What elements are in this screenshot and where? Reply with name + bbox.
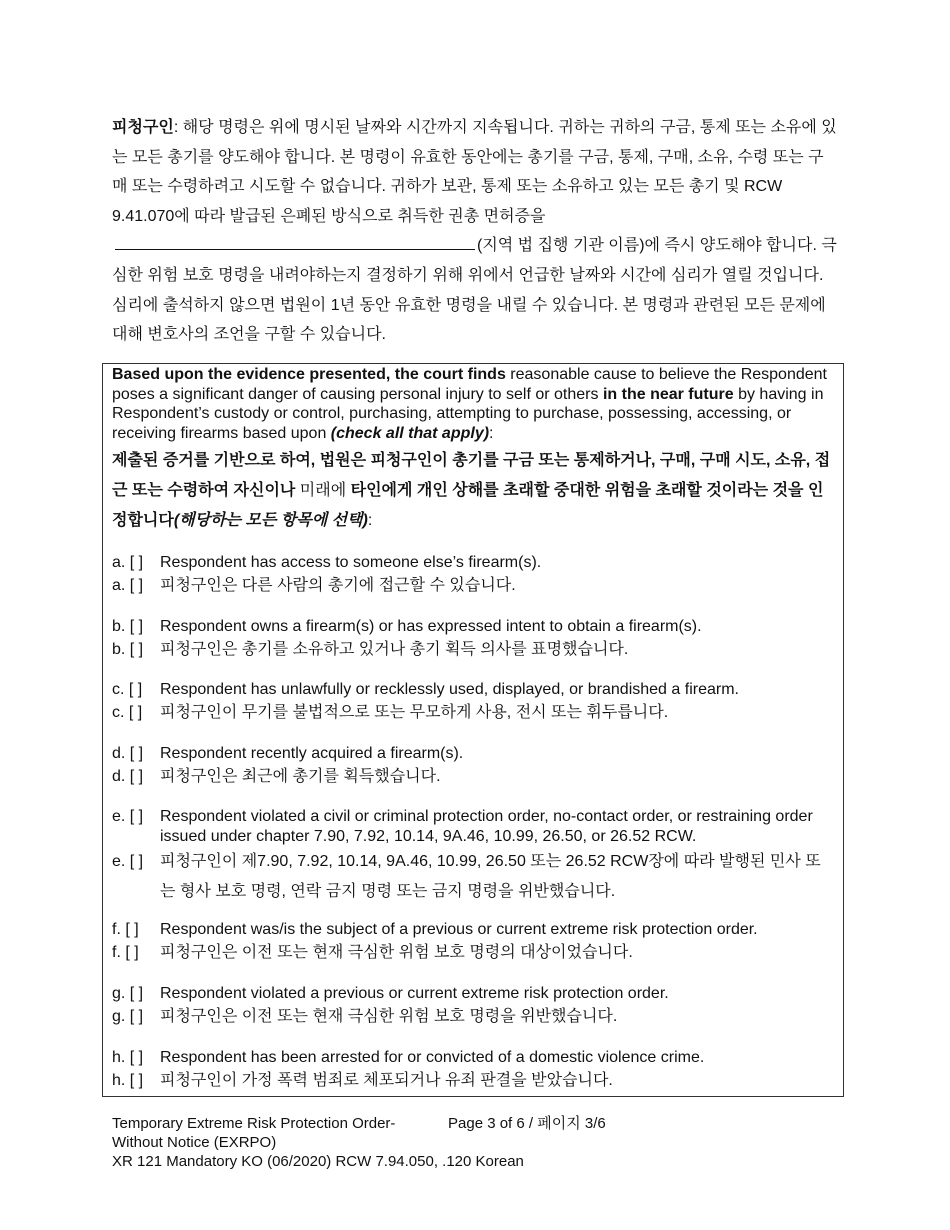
finding-en-colon: :	[489, 424, 494, 442]
notice-text-2: (지역 법 집행 기관 이름)에 즉시 양도해야 합니다. 극심한 위험 보호 명령을 내려야하는지 결정하기 위해 위에서 언급한 날짜와 시간에 심리가 열릴 것입니다. 심리에 출석하지 않으면 법원이 1년 동안 유효한 명령을 내릴 수 있습니다. 본 명령과 관련된 모든 문제에 대해 변호사의 조언을 구할 수 있습니다.	[112, 237, 837, 344]
finding-ko-bold-2: 타인에게 개인 상해를 초래할 중대한 위험을 초래할 것이라는 것을 인정합니다	[112, 482, 824, 529]
checkbox-b-ko[interactable]: b. [ ]	[112, 641, 144, 658]
page-footer	[112, 1114, 712, 1171]
item-f-korean: 피청구인은 이전 또는 현재 극심한 위험 보호 명령의 대상이었습니다.	[160, 944, 633, 961]
item-h-korean: 피청구인이 가정 폭력 범죄로 체포되거나 유죄 판결을 받았습니다.	[160, 1072, 613, 1089]
finding-en-check-all: (check all that apply)	[330, 424, 490, 442]
finding-item-b	[112, 617, 832, 662]
footer-form-title: Temporary Extreme Risk Protection Order-	[112, 1115, 396, 1132]
finding-item-a	[112, 553, 832, 598]
checkbox-d-ko[interactable]: d. [ ]	[112, 768, 144, 785]
checkbox-d-en[interactable]: d. [ ]	[112, 745, 144, 762]
finding-ko-colon: :	[367, 512, 373, 529]
finding-ko-check-all: (해당하는 모든 항목에 선택)	[173, 512, 368, 529]
court-finding-english	[112, 365, 832, 443]
finding-ko-bold-1: 제출된 증거를 기반으로 하여, 법원은 피청구인이 총기를 구금 또는 통제하거나, 구매, 구매 시도, 소유, 접근 또는 수령하여 자신이나	[112, 452, 831, 499]
item-g-english: Respondent violated a previous or current extreme risk protection order.	[160, 985, 669, 1002]
item-h-english: Respondent has been arrested for or convicted of a domestic violence crime.	[160, 1049, 705, 1066]
checkbox-e-ko[interactable]: e. [ ]	[112, 853, 144, 870]
law-enforcement-agency-blank[interactable]	[115, 231, 475, 250]
item-c-english: Respondent has unlawfully or recklessly used, displayed, or brandished a firearm.	[160, 681, 739, 698]
footer-page-number: Page 3 of 6 / 페이지 3/6	[448, 1115, 606, 1132]
finding-en-text-2: by having in Respondent’s custody or control, purchasing, attempting to purchase, possessing, accessing, or receiving firearms based upon	[112, 385, 824, 442]
item-a-english: Respondent has access to someone else’s firearm(s).	[160, 554, 542, 571]
finding-item-d	[112, 744, 832, 789]
item-a-korean: 피청구인은 다른 사람의 총기에 접근할 수 있습니다.	[160, 577, 516, 594]
item-b-english: Respondent owns a firearm(s) or has expressed intent to obtain a firearm(s).	[160, 618, 702, 635]
checkbox-e-en[interactable]: e. [ ]	[112, 808, 144, 825]
checkbox-g-en[interactable]: g. [ ]	[112, 985, 144, 1002]
notice-label: 피청구인	[112, 119, 174, 136]
item-e-english: Respondent violated a civil or criminal protection order, no-contact order, or restraining order issued under chapter 7.90, 7.92, 10.14, 9A.46, 10.99, 26.50, or 26.52 RCW.	[160, 808, 813, 845]
notice-text-1: : 해당 명령은 위에 명시된 날짜와 시간까지 지속됩니다. 귀하는 귀하의 구금, 통제 또는 소유에 있는 모든 총기를 양도해야 합니다. 본 명령이 유효한 동안에는 총기를 구금, 통제, 구매, 소유, 수령 또는 구매 또는 수령하려고 시도할 수 없습니다. 귀하가 보관, 통제 또는 소유하고 있는 모든 총기 및 RCW 9.41.070에 따라 발급된 은폐된 방식으로 취득한 권총 면허증을	[112, 119, 837, 225]
finding-item-f	[112, 920, 832, 965]
checkbox-g-ko[interactable]: g. [ ]	[112, 1008, 144, 1025]
footer-form-code: XR 121 Mandatory KO (06/2020) RCW 7.94.050, .120 Korean	[112, 1153, 524, 1170]
finding-item-h	[112, 1048, 832, 1093]
checkbox-h-en[interactable]: h. [ ]	[112, 1049, 144, 1066]
item-c-korean: 피청구인이 무기를 불법적으로 또는 무모하게 사용, 전시 또는 휘두릅니다.	[160, 704, 669, 721]
checkbox-f-en[interactable]: f. [ ]	[112, 921, 139, 938]
finding-en-text-1: reasonable cause to believe the Respondent poses a significant danger of causing personal injury to self or others	[112, 366, 827, 403]
item-b-korean: 피청구인은 총기를 소유하고 있거나 총기 획득 의사를 표명했습니다.	[160, 641, 629, 658]
finding-en-bold-1: Based upon the evidence presented, the court finds	[112, 366, 506, 383]
item-f-english: Respondent was/is the subject of a previous or current extreme risk protection order.	[160, 921, 758, 938]
item-g-korean: 피청구인은 이전 또는 현재 극심한 위험 보호 명령을 위반했습니다.	[160, 1008, 618, 1025]
finding-item-e	[112, 807, 832, 907]
item-d-english: Respondent recently acquired a firearm(s).	[160, 745, 464, 762]
footer-form-subtitle: Without Notice (EXRPO)	[112, 1134, 277, 1151]
checkbox-f-ko[interactable]: f. [ ]	[112, 944, 139, 961]
finding-item-c	[112, 680, 832, 725]
checkbox-c-ko[interactable]: c. [ ]	[112, 704, 143, 721]
respondent-notice	[112, 113, 837, 350]
item-e-korean: 피청구인이 제7.90, 7.92, 10.14, 9A.46, 10.99, 26.50 또는 26.52 RCW장에 따라 발행된 민사 또는 형사 보호 명령, 연락 금지 명령 또는 금지 명령을 위반했습니다.	[160, 853, 821, 900]
checkbox-a-ko[interactable]: a. [ ]	[112, 577, 144, 594]
checkbox-b-en[interactable]: b. [ ]	[112, 618, 144, 635]
finding-ko-plain: 미래에	[295, 482, 351, 499]
finding-item-g	[112, 984, 832, 1029]
item-d-korean: 피청구인은 최근에 총기를 획득했습니다.	[160, 768, 441, 785]
court-finding-korean	[112, 446, 832, 536]
checkbox-h-ko[interactable]: h. [ ]	[112, 1072, 144, 1089]
checkbox-c-en[interactable]: c. [ ]	[112, 681, 143, 698]
finding-en-bold-2: in the near future	[602, 385, 734, 403]
checkbox-a-en[interactable]: a. [ ]	[112, 554, 144, 571]
